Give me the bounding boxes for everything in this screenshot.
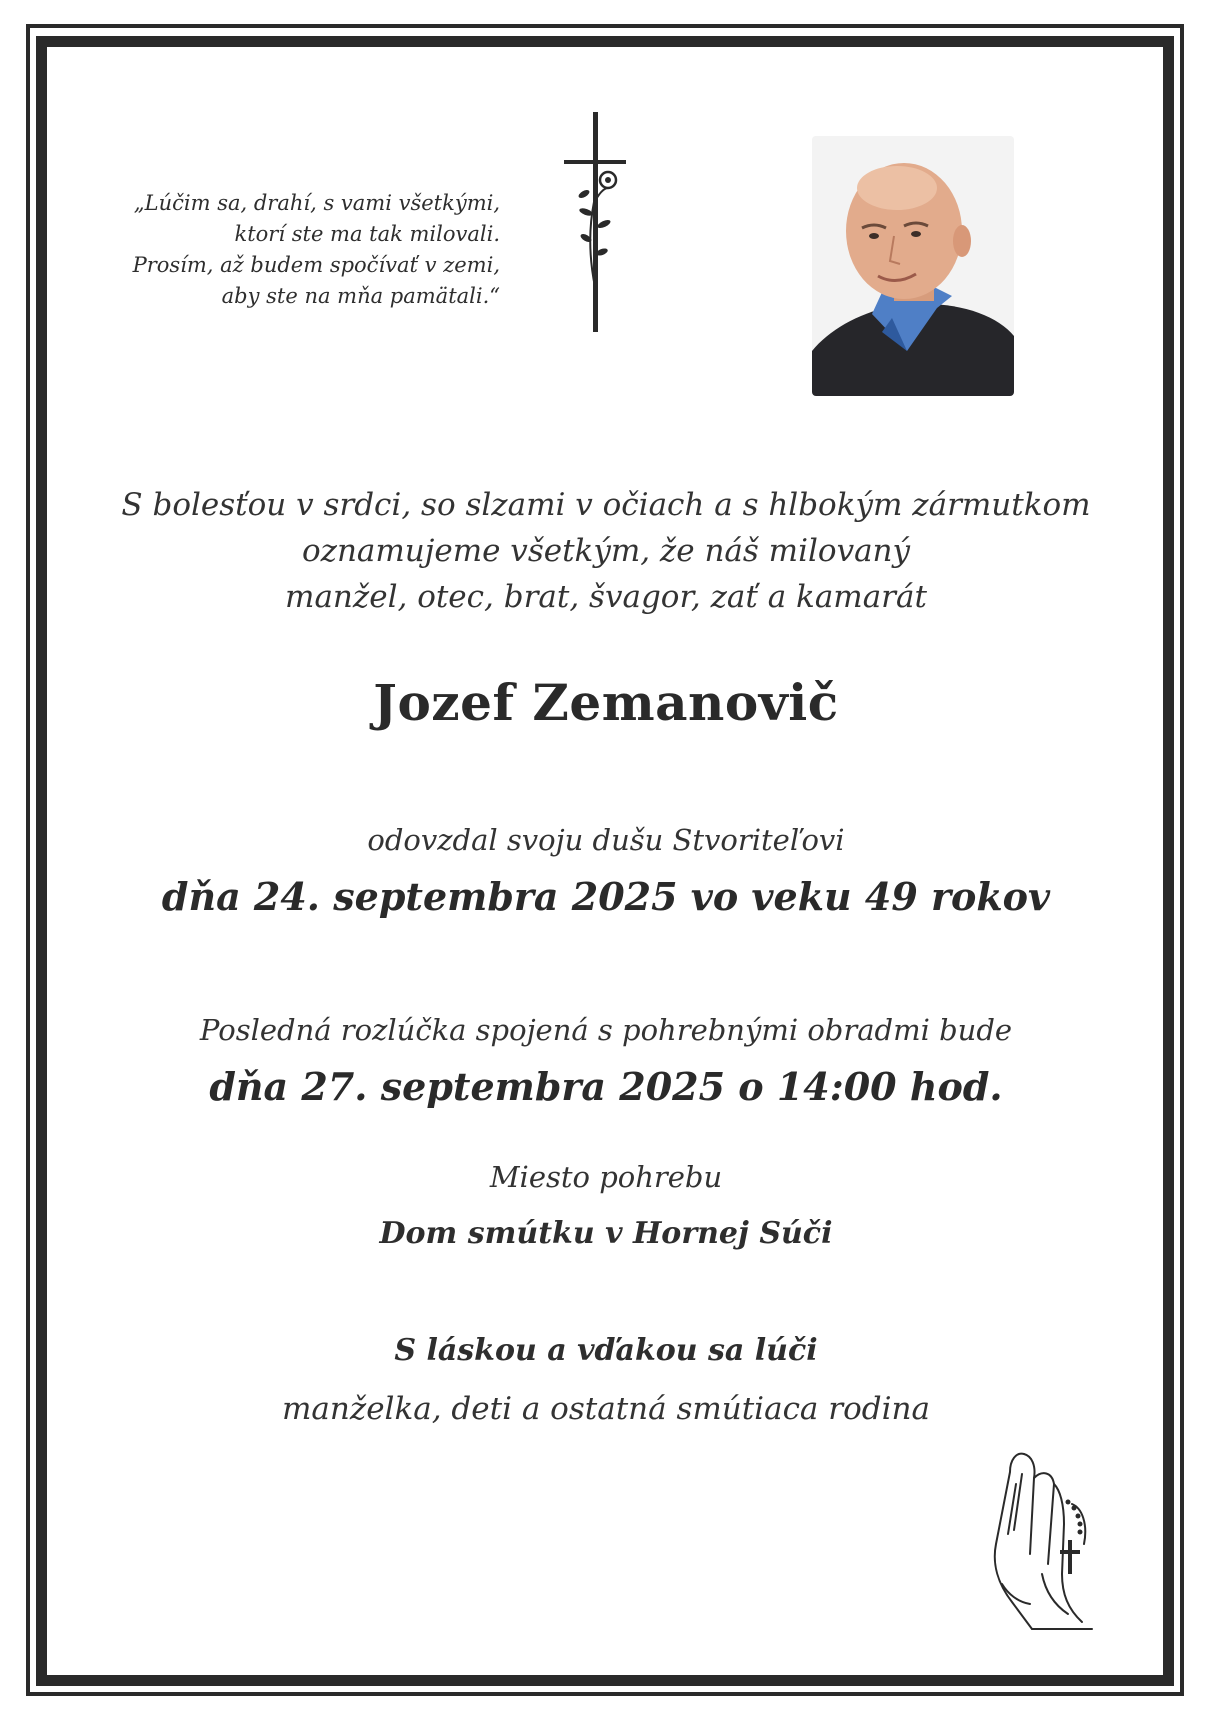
burial-place: Dom smútku v Hornej Súči <box>379 1216 833 1251</box>
farewell-text: Posledná rozlúčka spojená s pohrebnými obradmi bude <box>199 1013 1013 1047</box>
burial-place-label: Miesto pohrebu <box>489 1160 723 1194</box>
quote-line: Prosím, až budem spočívať v zemi, <box>132 253 500 277</box>
mourning-family: manželka, deti a ostatná smútiaca rodina <box>282 1391 930 1427</box>
farewell-quote <box>80 188 500 312</box>
announcement-line: oznamujeme všetkým, že náš milovaný <box>301 533 911 569</box>
quote-line: „Lúčim sa, drahí, s vami všetkými, <box>133 191 500 215</box>
announcement-text <box>60 482 1152 620</box>
death-date: dňa 24. septembra 2025 vo veku 49 rokov <box>161 874 1051 919</box>
quote-line: aby ste na mňa pamätali.“ <box>221 284 500 308</box>
quote-line: ktorí ste ma tak milovali. <box>234 222 500 246</box>
closing-text: S láskou a vďakou sa lúči <box>394 1333 818 1368</box>
announcement-line: manžel, otec, brat, švagor, zať a kamarát <box>285 579 927 615</box>
funeral-date: dňa 27. septembra 2025 o 14:00 hod. <box>209 1064 1003 1109</box>
praying-hands-rosary-icon <box>972 1444 1120 1634</box>
announcement-line: S bolesťou v srdci, so slzami v očiach a s hlbokým zármutkom <box>121 487 1091 523</box>
cross-with-rose-icon <box>560 112 630 332</box>
deceased-name: Jozef Zemanovič <box>373 673 839 732</box>
departed-text: odovzdal svoju dušu Stvoriteľovi <box>367 823 845 857</box>
portrait-photo <box>812 136 1014 396</box>
